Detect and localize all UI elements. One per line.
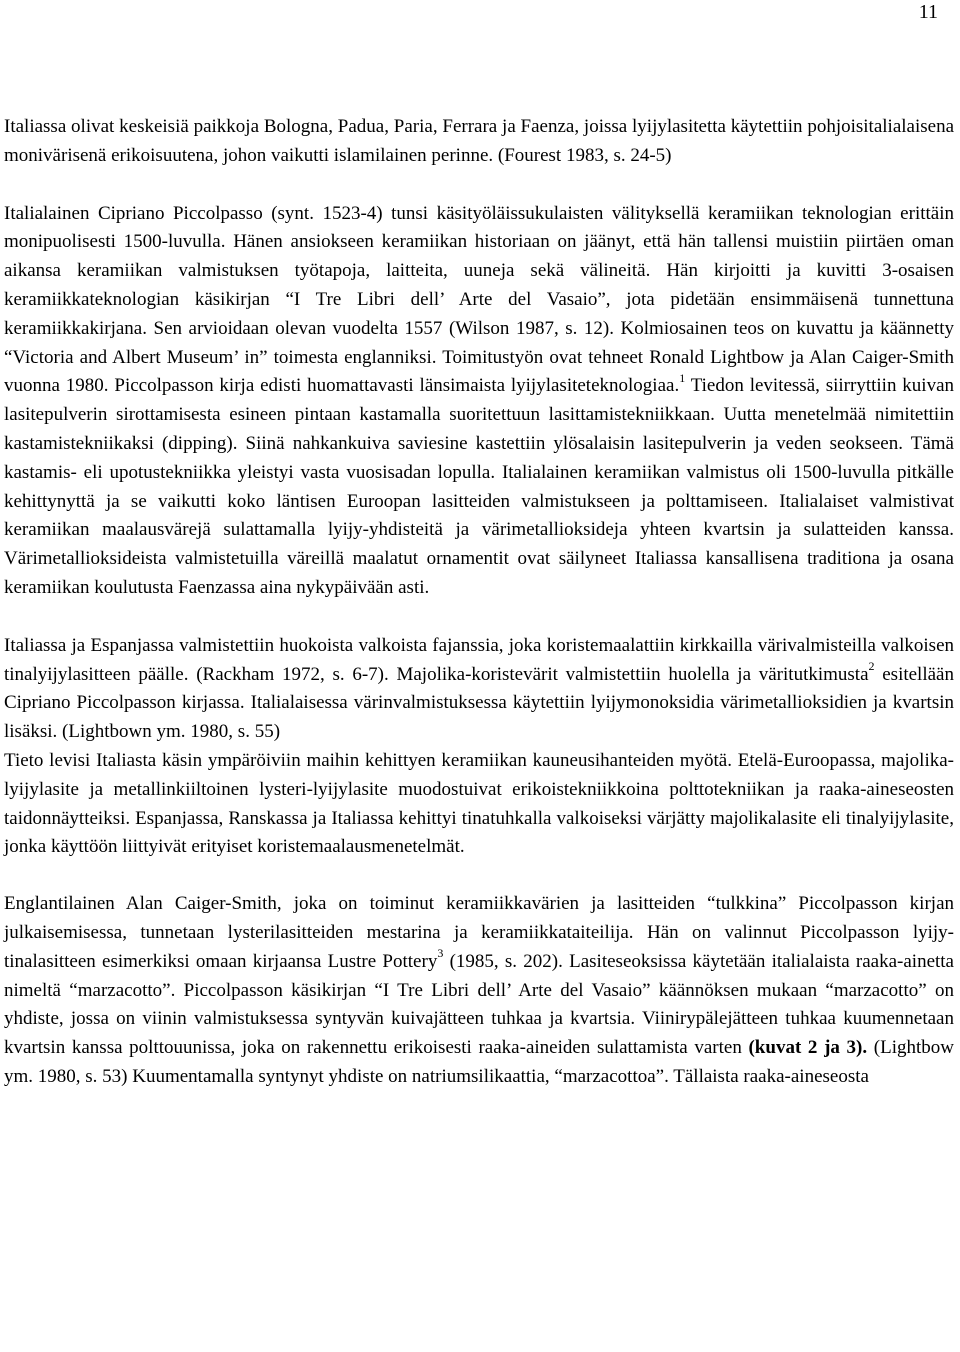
paragraph-3-text-b: esitellään Cipriano Piccolpasson kirjassa. Italialaisessa värinvalmistuksessa käytettiin lyijymonoksidia värimetallioksidien ja kvartsin lisäksi. (Lightbown ym. 1980, s. 55): [4, 663, 954, 743]
paragraph-3-text-a: Italiassa ja Espanjassa valmistettiin huokoista valkoista fajanssia, joka koristemaalattiin kirkkailla värivalmisteilla valkoisen tinalyijylasitteen päälle. (Rackham 1972, s. 6-7). Majolika-koristevärit valmistettiin huolella ja väritutkimusta: [4, 634, 954, 685]
paragraph-5: [4, 890, 954, 1092]
document-body: [4, 113, 954, 1092]
paragraph-2-text-a: Italialainen Cipriano Piccolpasso (synt. 1523-4) tunsi käsityöläissukulaisten välityksellä keramiikan teknologian erittäin monipuolisesti 1500-luvulla. Hänen ansiokseen keramiikan historiaan on jäänyt, että hän tallensi muistiin piirtäen oman aikansa keramiikan valmistuksen työtapoja, laitteita, uuneja sekä välineitä. Hän kirjoitti ja kuvitti 3-osaisen keramiikkateknologian käsikirjan “I Tre Libri dell’ Arte del Vasaio”, jota pidetään ensimmäisenä tunnettuna keramiikkakirjana. Sen arvioidaan olevan vuodelta 1557 (Wilson 1987, s. 12). Kolmiosainen teos on kuvattu ja käännetty “Victoria and Albert Museum’ in” toimesta englanniksi. Toimitustyön ovat tehneet Ronald Lightbow ja Alan Caiger-Smith vuonna 1980. Piccolpasson kirja edisti huomattavasti länsimaista lyijylasiteteknologiaa.: [4, 202, 954, 397]
footnote-ref-1[interactable]: 1: [679, 371, 686, 386]
paragraph-2-text-b: Tiedon levitessä, siirryttiin kuivan lasitepulverin sirottamisesta esineen pintaan kastamalla suoritettuun lasittamistekniikkaan. Uutta menetelmää nimitettiin kastamistekniikaksi (dipping). Siinä nahkankuiva saviesine kastettiin ylösalaisin lasitepulverin ja veden seokseen. Tämä kastamis- eli upotustekniikka yleistyi vasta vuosisadan lopulla. Italialainen keramiikan valmistus oli 1500-luvulla pitkälle kehittynyttä ja se vaikutti koko läntisen Euroopan lasitteiden valmistukseen ja polttamiseen. Italialaiset valmistivat keramiikan maalausvärejä sulattamalla lyijy-yhdisteitä ja värimetallioksideja yhteen kvartsin ja sulatteiden kanssa. Värimetallioksideista valmistetuilla väreillä maalatut ornamentit ovat säilyneet Italiassa kansallisena traditiona ja osana keramiikan koulutusta Faenzassa aina nykypäivään asti.: [4, 375, 955, 598]
footnote-ref-2[interactable]: 2: [868, 659, 875, 674]
paragraph-4: Tieto levisi Italiasta käsin ympäröiviin maihin kehittyen keramiikan kauneusihanteiden myötä. Etelä-Euroopassa, majolika-lyijylasite ja metallinkiiltoinen lysteri-lyijylasite muodostuivat erikoistekniikkoina polttotekniikan ja raaka-aineseosten taidonnäytteiksi. Espanjassa, Ranskassa ja Italiassa kehittyi tinatuhkalla valkoiseksi värjätty majolikalasite eli tinalyijylasite, jonka käyttöön liittyivät erityiset koristemaalausmenetelmät.: [4, 749, 954, 858]
footnote-ref-3[interactable]: 3: [437, 946, 444, 961]
paragraph-1: Italiassa olivat keskeisiä paikkoja Bologna, Padua, Paria, Ferrara ja Faenza, joissa lyijylasitetta käytettiin pohjoisitalialaisena monivärisenä erikoisuutena, johon vaikutti islamilainen perinne. (Fourest 1983, s. 24-5): [4, 116, 954, 166]
paragraph-gap: [4, 862, 954, 890]
paragraph-2: [4, 200, 954, 603]
paragraph-gap: [4, 171, 954, 200]
paragraph-gap: [4, 603, 954, 632]
paragraph-5-text-c: (Lightbow ym. 1980, s. 53) Kuumentamalla syntynyt yhdiste on natriumsilikaattia, “marzacottoa”. Tällaista raaka-aineseosta: [4, 1037, 954, 1087]
paragraph-5-text-b: (1985, s. 202). Lasiteseoksissa käytetään italialaista raaka-ainetta nimeltä “marzacotto”. Piccolpasson käsikirjan “I Tre Libri dell’ Arte del Vasaio” käännöksen mukaan “marzacotto” on yhdiste, jossa on viinin valmistuksessa syntyvän kuivajätteen tuhkaa ja kvartsia. Viinirypälejätteen tuhkaa kuumennetaan kvartsin kanssa polttouunissa, joka on rakennettu erikoisesti raaka-aineiden sulattamista varten: [4, 950, 954, 1059]
paragraph-5-text-a: Englantilainen Alan Caiger-Smith, joka on toiminut keramiikkavärien ja lasitteiden “tulkkina” Piccolpasson kirjan julkaisemisessa, tunnetaan lysterilasitteiden mestarina ja keramiikkataiteilija. Hän on valinnut Piccolpasson lyijy-tinalasitteen esimerkiksi omaan kirjaansa Lustre Pottery: [4, 893, 954, 972]
paragraph-3: [4, 632, 954, 747]
page-number: 11: [918, 1, 938, 23]
figure-reference: (kuvat 2 ja 3).: [748, 1037, 868, 1059]
